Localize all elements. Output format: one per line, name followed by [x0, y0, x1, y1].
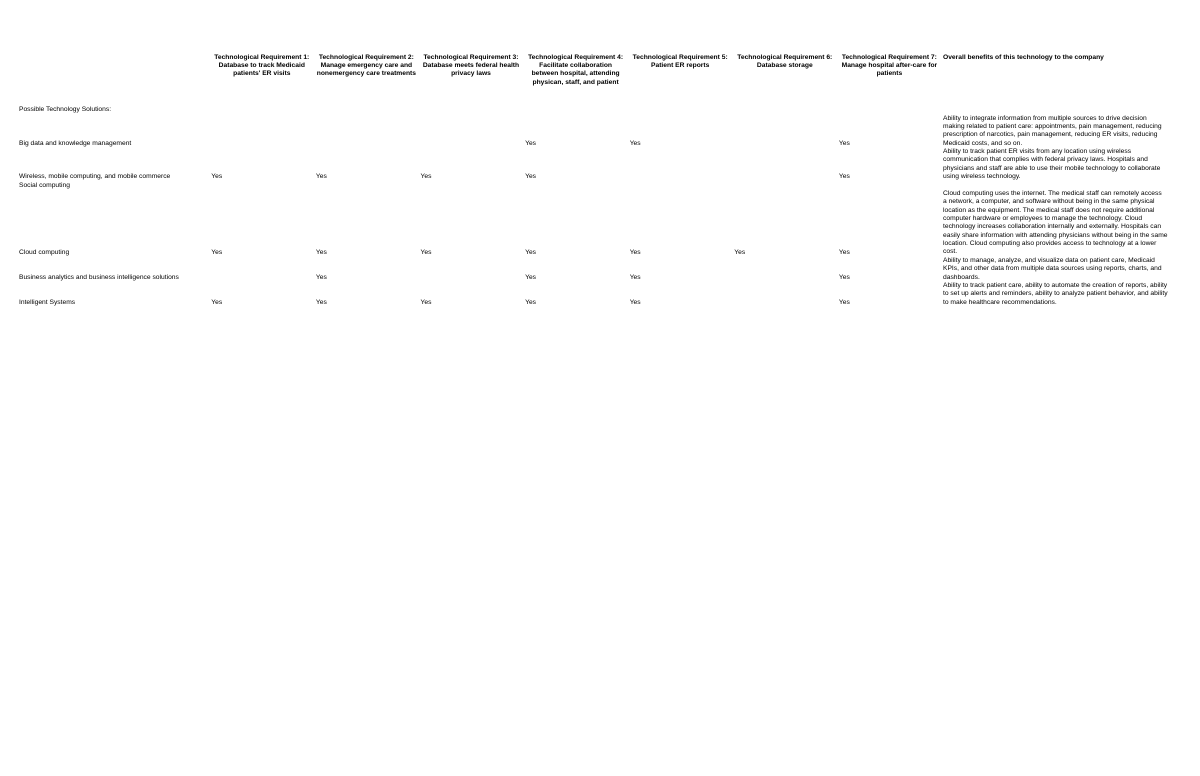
requirement-5-cell: Yes	[629, 248, 641, 256]
requirement-6-cell: Yes	[734, 248, 746, 256]
requirement-2-cell: Yes	[315, 248, 327, 256]
benefit-text-cloud-computing: Cloud computing uses the internet. The medical staff can remotely access a network, a computer, and software without being in the same physical location as the equipment. The medical staff does not require additional computer hardware or employees to manage the technology. Cloud technology increases collaboration internally and externally. Hospitals can easily share information with attending physicians without being in the same location. Cloud computing also provides access to technology at a lower cost.	[943, 189, 1168, 256]
requirement-1-cell: Yes	[211, 298, 223, 306]
header-requirement-1: Technological Requirement 1: Database to track Medicaid patients' ER visits	[214, 53, 310, 78]
requirement-3-cell: Yes	[420, 173, 432, 181]
row-label: Cloud computing	[19, 248, 70, 256]
table-row-cloud-computing	[0, 249, 940, 257]
requirement-4-cell: Yes	[525, 248, 537, 256]
benefit-text-big-data: Ability to integrate information from multiple sources to drive decision making related to patient care: appointments, pain management, reducing prescription of narcotics, pain management, reducing ER visits, reducing Medicaid costs, and so on.	[943, 114, 1162, 147]
table-row-wireless	[0, 173, 940, 181]
requirement-7-cell: Yes	[838, 298, 850, 306]
requirement-5-cell: Yes	[629, 273, 641, 281]
requirement-4-cell: Yes	[525, 173, 537, 181]
row-label: Business analytics and business intelligence solutions	[19, 273, 179, 281]
table-row-intelligent-systems	[0, 299, 940, 307]
requirement-3-cell: Yes	[420, 248, 432, 256]
row-label: Intelligent Systems	[19, 298, 76, 306]
header-requirement-5: Technological Requirement 5: Patient ER reports	[632, 53, 728, 70]
requirement-7-cell: Yes	[838, 173, 850, 181]
requirement-4-cell: Yes	[525, 139, 537, 147]
requirement-7-cell: Yes	[838, 248, 850, 256]
table-row-business-analytics	[0, 274, 940, 282]
row-label: Big data and knowledge management	[19, 139, 132, 147]
table-row-big-data	[0, 140, 940, 148]
requirement-5-cell: Yes	[629, 139, 641, 147]
header-overall-benefits: Overall benefits of this technology to the company	[943, 53, 1104, 61]
requirement-7-cell: Yes	[838, 139, 850, 147]
header-requirement-3: Technological Requirement 3: Database meets federal health privacy laws	[422, 53, 520, 78]
benefit-text-business-analytics: Ability to manage, analyze, and visualize data on patient care, Medicaid KPIs, and other data from multiple data sources using reports, charts, and dashboards.	[943, 256, 1162, 281]
requirement-7-cell: Yes	[838, 273, 850, 281]
row-label: Wireless, mobile computing, and mobile commerce	[19, 173, 171, 181]
requirement-2-cell: Yes	[315, 298, 327, 306]
benefit-text-intelligent-systems: Ability to track patient care, ability to automate the creation of reports, ability to set up alerts and reminders, ability to analyze patient behavior, and ability to make healthcare recommendations.	[943, 281, 1168, 306]
requirement-1-cell: Yes	[211, 248, 223, 256]
requirement-5-cell: Yes	[629, 298, 641, 306]
header-requirement-2: Technological Requirement 2: Manage emergency care and nonemergency care treatments	[316, 53, 417, 78]
requirement-2-cell: Yes	[315, 173, 327, 181]
requirement-3-cell: Yes	[420, 298, 432, 306]
row-label: Social computing	[19, 181, 70, 189]
requirement-2-cell: Yes	[315, 273, 327, 281]
header-requirement-7: Technological Requirement 7: Manage hospital after-care for patients	[841, 53, 938, 78]
section-label: Possible Technology Solutions:	[19, 106, 112, 114]
benefit-text-wireless: Ability to track patient ER visits from any location using wireless communication that complies with federal privacy laws. Hospitals and physicians and staff are able to use their mobile technology to collaborate using wireless technology.	[943, 148, 1161, 181]
header-requirement-4: Technological Requirement 4: Facilitate collaboration between hospital, attending physican, staff, and patient	[528, 53, 624, 86]
requirement-1-cell: Yes	[211, 173, 223, 181]
header-requirement-6: Technological Requirement 6: Database storage	[737, 53, 833, 70]
requirement-4-cell: Yes	[525, 273, 537, 281]
table-row-social-computing	[0, 182, 940, 190]
requirement-4-cell: Yes	[525, 298, 537, 306]
